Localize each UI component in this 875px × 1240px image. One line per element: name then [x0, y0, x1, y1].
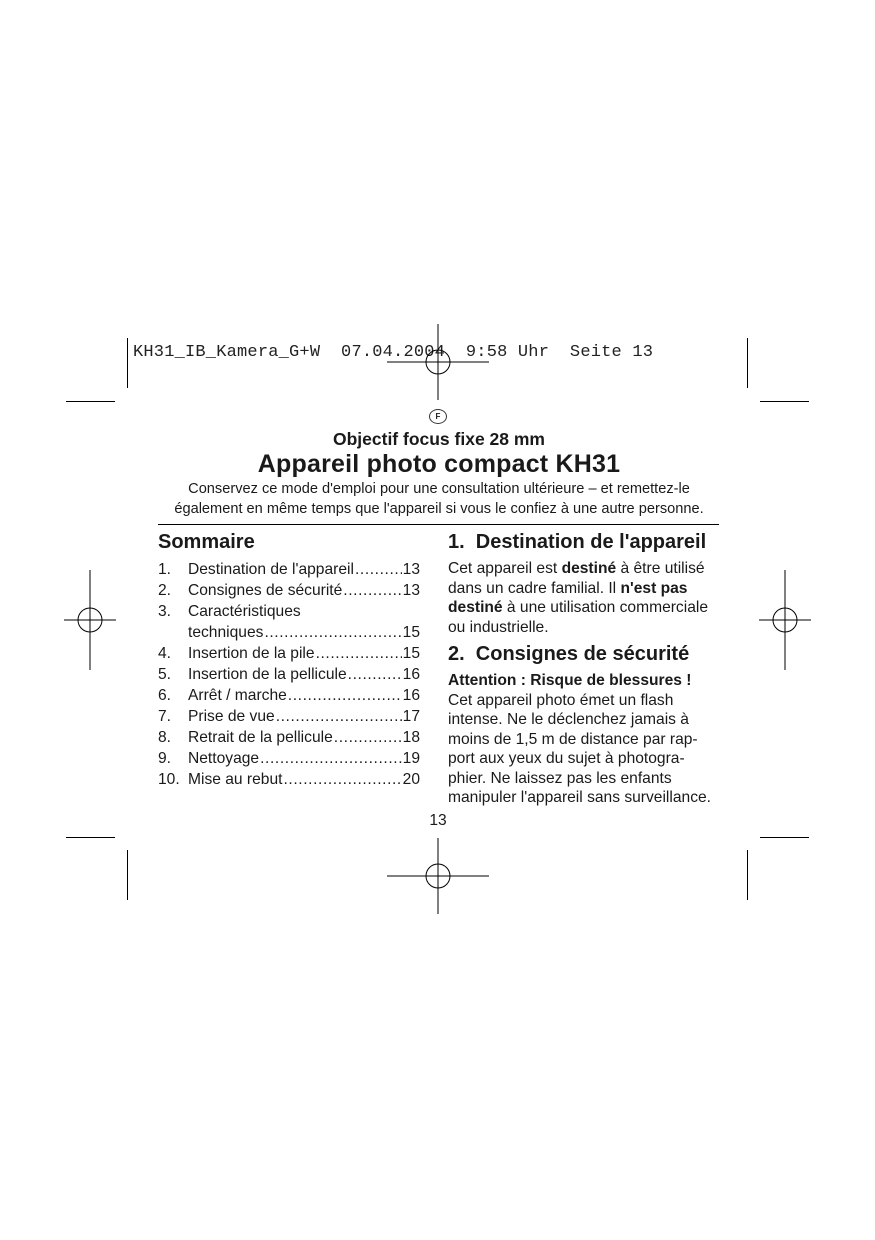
toc-page: 15: [402, 624, 420, 641]
toc-number: 6.: [158, 687, 172, 704]
toc-page: 16: [402, 687, 420, 704]
toc-item: [158, 748, 420, 769]
slug-time: 9:58 Uhr: [465, 343, 550, 362]
toc-leader: [283, 769, 401, 790]
toc-label: techniques: [188, 624, 264, 641]
toc-leader: [264, 622, 401, 643]
toc-number: 3.: [158, 603, 172, 620]
toc-number: 5.: [158, 666, 172, 683]
toc-leader: [355, 559, 402, 580]
toc-label: Prise de vue: [188, 708, 275, 725]
registration-mark-icon: [64, 570, 116, 670]
toc-number: 9.: [158, 750, 172, 767]
emphasis: destiné: [561, 560, 617, 577]
toc-item: [158, 769, 420, 790]
text-line: intense. Ne le déclenchez jamais à: [448, 711, 689, 728]
slug-date: 07.04.2004: [341, 343, 446, 362]
toc-page: 17: [402, 708, 420, 725]
toc-leader: [316, 643, 402, 664]
toc-item-continued: [158, 622, 420, 643]
registration-mark-icon: [387, 324, 489, 400]
toc-page: 19: [402, 750, 420, 767]
text-line: Cet appareil photo émet un flash: [448, 691, 674, 709]
text-line: port aux yeux du sujet à photogra-: [448, 750, 685, 767]
section-text: [448, 671, 728, 808]
section-heading: 1. Destination de l'appareil: [448, 531, 707, 553]
toc-label: Insertion de la pellicule: [188, 666, 347, 683]
toc-leader: [343, 580, 401, 601]
page-title: Appareil photo compact KH31: [257, 450, 621, 478]
toc-number: 10.: [158, 771, 180, 788]
crop-mark: [127, 338, 128, 388]
toc-heading: Sommaire: [158, 531, 255, 553]
toc-item: [158, 706, 420, 727]
toc-item: [158, 664, 420, 685]
toc-label: Arrêt / marche: [188, 687, 287, 704]
toc-page: 20: [402, 771, 420, 788]
toc-label: Consignes de sécurité: [188, 582, 343, 599]
toc-label: Destination de l'appareil: [188, 561, 354, 578]
toc-item: [158, 685, 420, 706]
toc-leader: [260, 748, 402, 769]
crop-mark: [760, 401, 809, 402]
slug-filename: KH31_IB_Kamera_G+W: [133, 343, 321, 362]
toc-label: Caractéristiques: [188, 603, 301, 620]
intro-text: [158, 479, 720, 519]
toc-page: 16: [402, 666, 420, 683]
toc-leader: [276, 706, 402, 727]
toc-label: Mise au rebut: [188, 771, 283, 788]
table-of-contents: [158, 559, 420, 790]
toc-item: [158, 580, 420, 601]
toc-item: [158, 643, 420, 664]
language-badge: F: [429, 409, 447, 424]
crop-mark: [66, 837, 115, 838]
toc-number: 7.: [158, 708, 172, 725]
registration-mark-icon: [387, 838, 489, 914]
slug-page: Seite 13: [569, 343, 654, 362]
crop-mark: [747, 338, 748, 388]
text-run: Cet appareil est: [448, 560, 562, 577]
emphasis: n'est pas destiné: [448, 579, 688, 616]
text-line: phier. Ne laissez pas les enfants: [448, 769, 672, 787]
toc-number: 1.: [158, 561, 172, 578]
crop-mark: [127, 850, 128, 900]
intro-line: également en même temps que l'appareil si vous le confiez à une autre personne.: [174, 501, 704, 517]
toc-number: 4.: [158, 645, 172, 662]
toc-leader: [348, 664, 402, 685]
toc-page: 15: [402, 645, 420, 662]
toc-page: 13: [402, 561, 420, 578]
toc-page: 13: [402, 582, 420, 599]
registration-mark-icon: [759, 570, 811, 670]
toc-leader: [334, 727, 402, 748]
toc-item: [158, 559, 420, 580]
text-run: à une utilisation commerciale ou industrielle.: [448, 599, 709, 636]
section-text: [448, 559, 723, 637]
toc-label: Insertion de la pile: [188, 645, 315, 662]
page-number: 13: [429, 812, 447, 829]
toc-leader: [288, 685, 402, 706]
toc-label: Nettoyage: [188, 750, 260, 767]
toc-item: [158, 601, 420, 622]
crop-mark: [747, 850, 748, 900]
subtitle: Objectif focus fixe 28 mm: [332, 429, 545, 449]
section-heading: 2. Consignes de sécurité: [448, 643, 690, 665]
warning-label: Attention : Risque de blessures !: [448, 672, 692, 689]
crop-mark: [66, 401, 115, 402]
text-line: moins de 1,5 m de distance par rap-: [448, 730, 698, 748]
text-run: à être utilisé dans un cadre familial. Il: [448, 560, 705, 597]
toc-page: 18: [402, 729, 420, 746]
toc-label: Retrait de la pellicule: [188, 729, 333, 746]
divider: [158, 524, 719, 525]
toc-number: 8.: [158, 729, 172, 746]
toc-number: 2.: [158, 582, 172, 599]
crop-mark: [760, 837, 809, 838]
toc-item: [158, 727, 420, 748]
intro-line: Conservez ce mode d'emploi pour une consultation ultérieure – et remettez-le: [188, 481, 690, 497]
text-line: manipuler l'appareil sans surveillance.: [448, 789, 712, 806]
